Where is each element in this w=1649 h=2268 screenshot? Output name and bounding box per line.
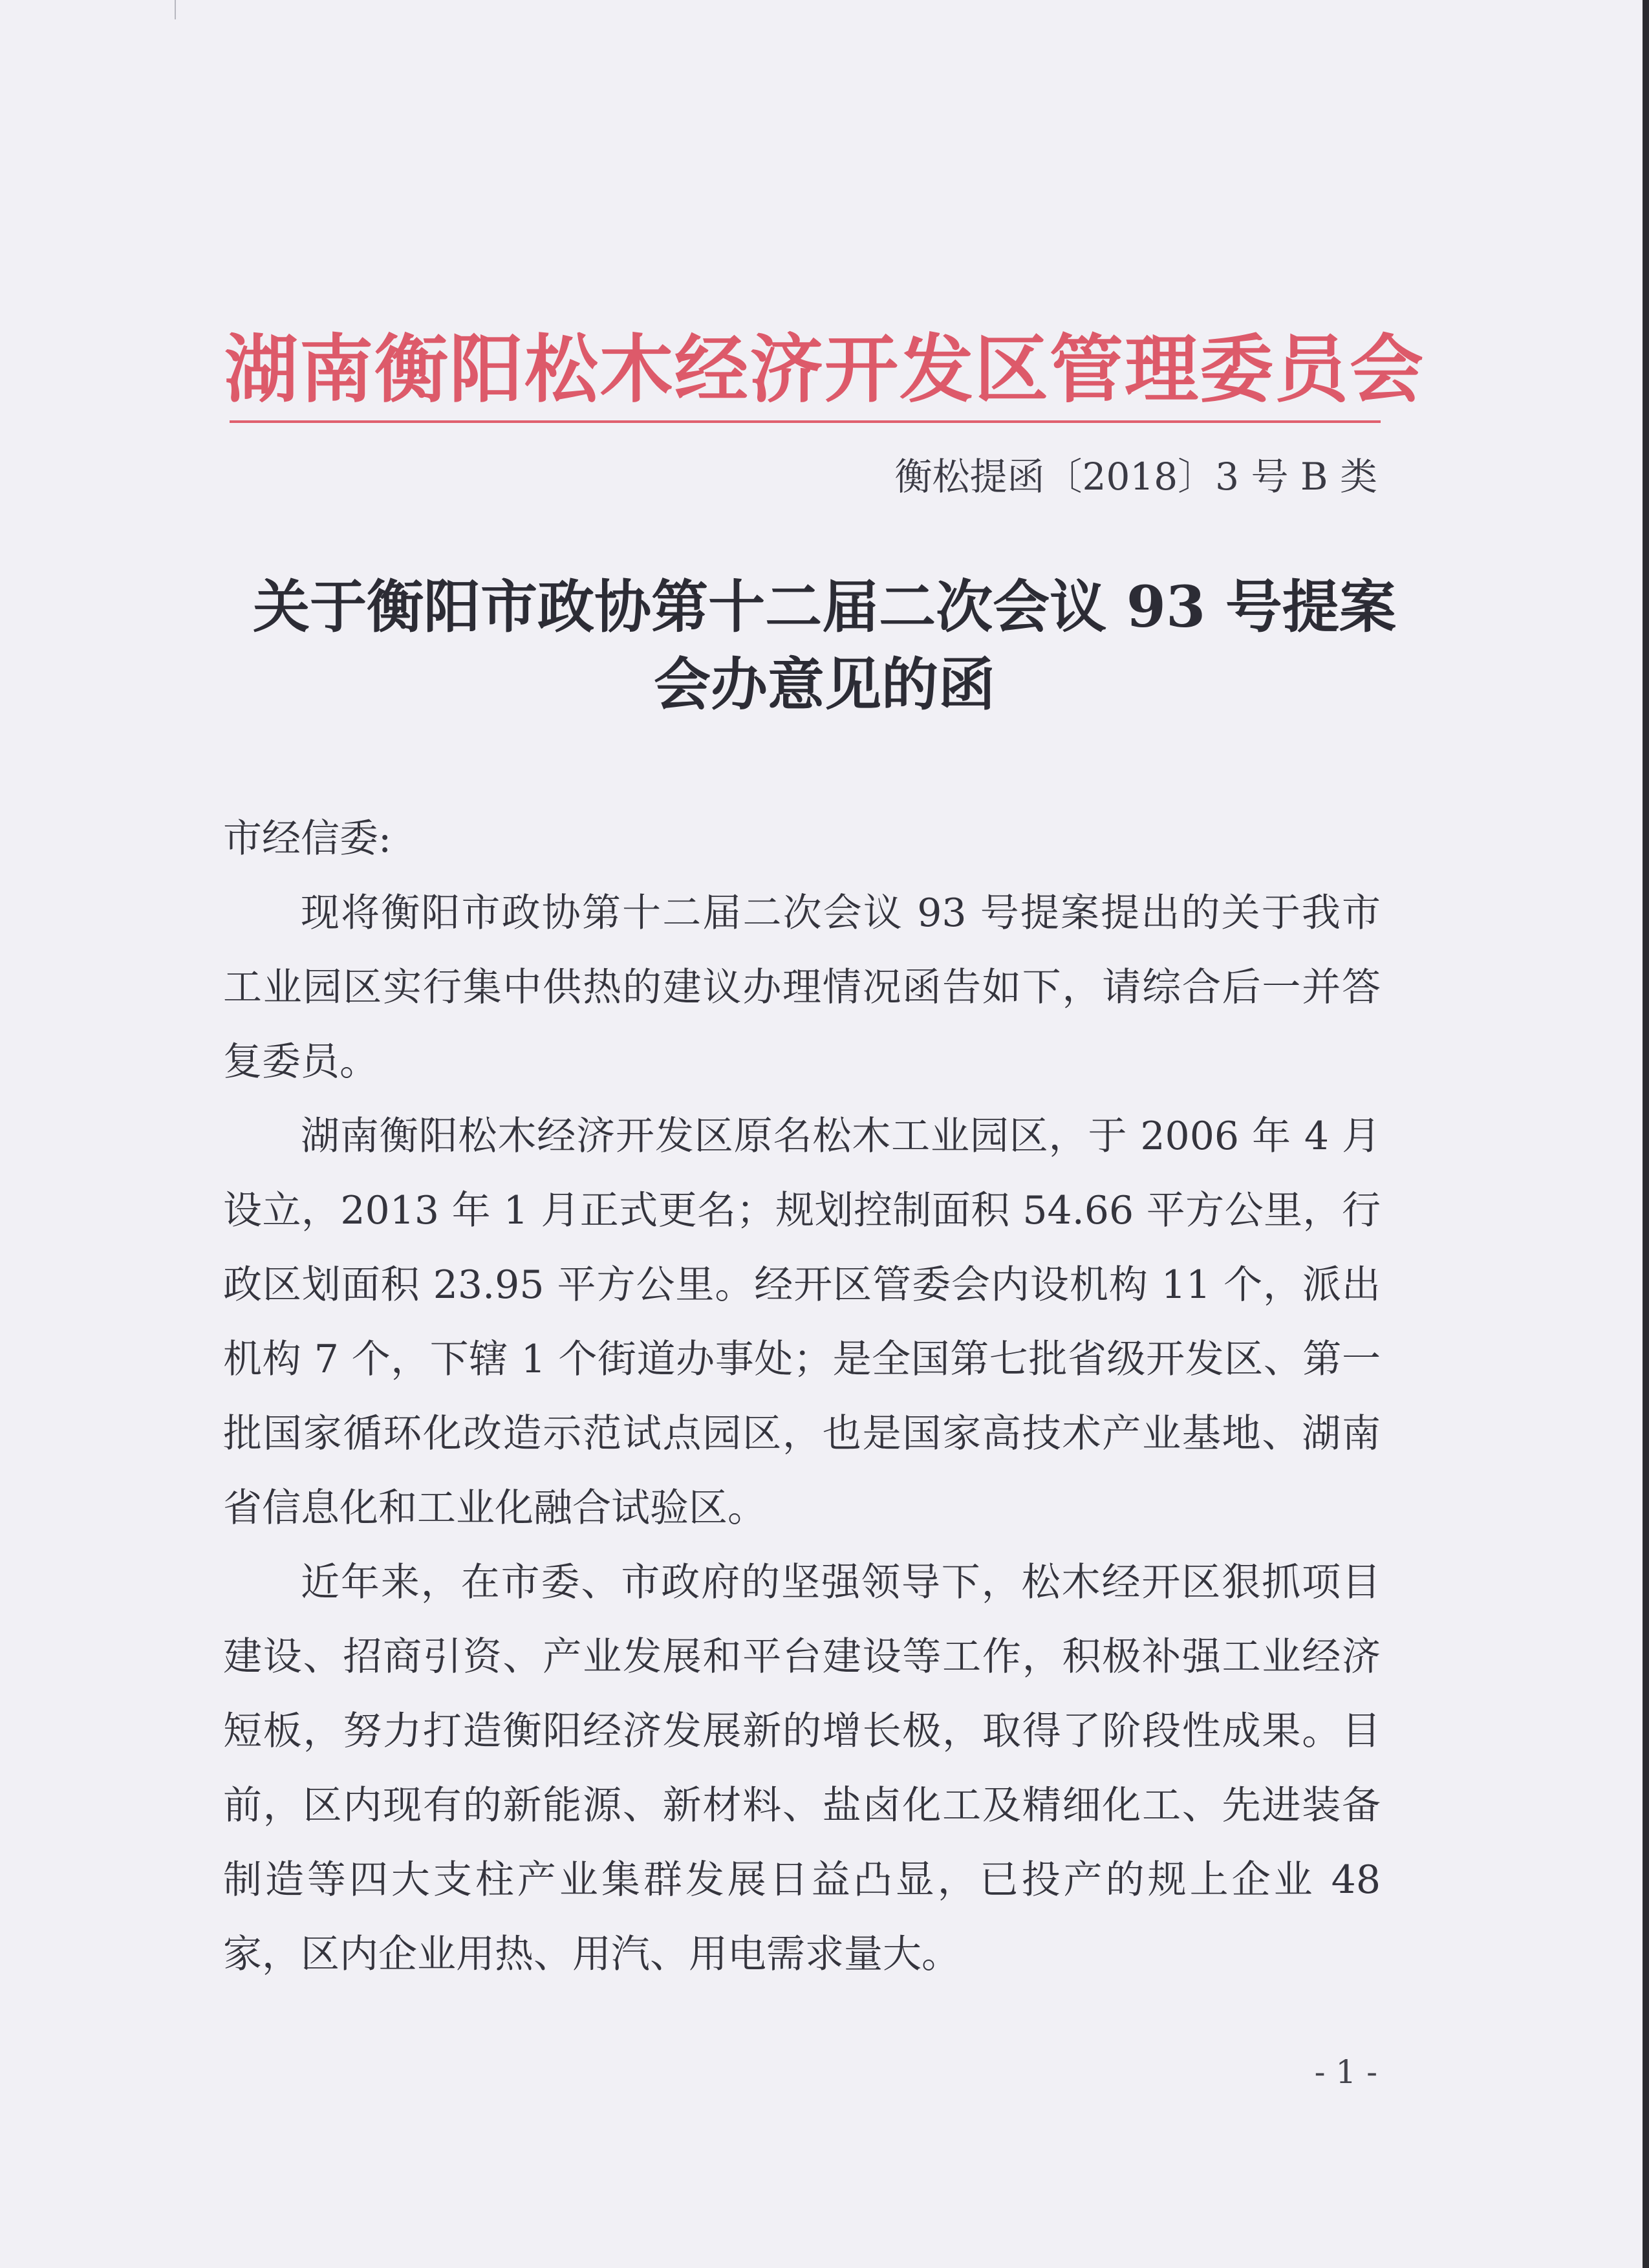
addressee: 市经信委: (223, 816, 392, 861)
body-paragraph: 湖南衡阳松木经济开发区原名松木工业园区，于 2006 年 4 月设立，2013 年 1 月正式更名；规划控制面积 54.66 平方公里，行政区划面积 23.95 平方公里。经开区管委会内设机构 11 个，派出机构 7 个，下辖 1 个街道办事处；是全国第七批省级开发区、第一批国家循环化改造示范试点园区，也是国家高技术产业基地、湖南省信息化和工业化融合试验区。 (223, 1114, 1381, 1531)
body-paragraph: 近年来，在市委、市政府的坚强领导下，松木经开区狠抓项目建设、招商引资、产业发展和平台建设等工作，积极补强工业经济短板，努力打造衡阳经济发展新的增长极，取得了阶段性成果。目前，区内现有的新能源、新材料、盐卤化工及精细化工、先进装备制造等四大支柱产业集群发展日益凸显，已投产的规上企业 48 家，区内企业用热、用汽、用电需求量大。 (223, 1560, 1381, 1977)
red-divider-line (230, 420, 1381, 423)
body-paragraph: 现将衡阳市政协第十二届二次会议 93 号提案提出的关于我市工业园区实行集中供热的建议办理情况函告如下，请综合后一并答复委员。 (223, 891, 1381, 1085)
title-line-2: 会办意见的函 (653, 651, 995, 718)
organization-header: 湖南衡阳松木经济开发区管理委员会 (224, 326, 1425, 413)
title-line-1: 关于衡阳市政协第十二届二次会议 93 号提案 (253, 573, 1396, 640)
page-number: - 1 - (1314, 2053, 1377, 2091)
document-number: 衡松提函〔2018〕3 号 B 类 (894, 455, 1377, 499)
document-title (0, 568, 1649, 723)
document-body (223, 802, 1381, 1992)
scan-mark (175, 0, 176, 19)
